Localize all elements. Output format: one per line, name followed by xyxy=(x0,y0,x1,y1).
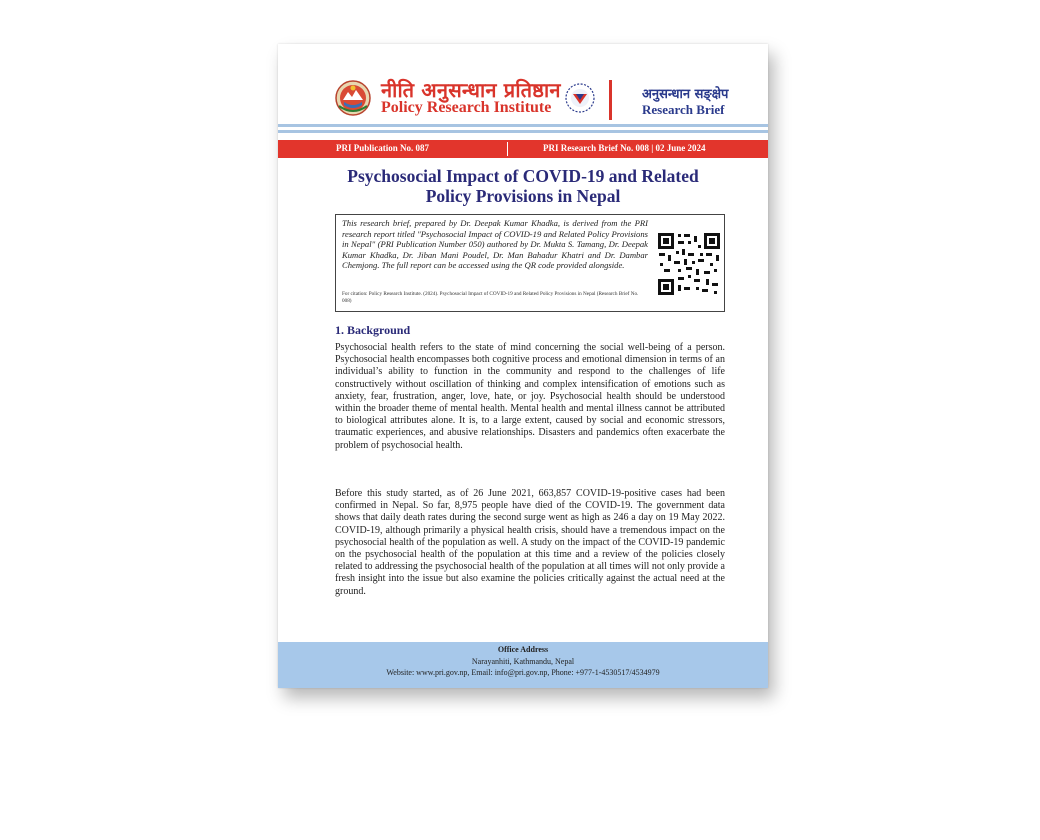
qr-code-icon[interactable] xyxy=(656,231,722,297)
document-title xyxy=(308,166,738,206)
footer-heading: Office Address xyxy=(497,645,549,654)
section-heading: 1. Background xyxy=(335,323,411,337)
citation-text: For citation: Policy Research Institute. (2024). Psychosocial Impact of COVID-19 and Related Policy Provisions in Nepal (Research Brief No. 008) xyxy=(342,291,639,304)
title-line-1: Psychosocial Impact of COVID-19 and Related xyxy=(347,166,699,186)
research-brief-page xyxy=(278,44,768,688)
title-line-2: Policy Provisions in Nepal xyxy=(425,186,621,206)
background-paragraph-2: Before this study started, as of 26 June 2021, 663,857 COVID-19-positive cases had been confirmed in Nepal. So far, 8,975 people have died of the COVID-19. The government data shows that daily death rates during the second surge went as high as 246 a day on 19 May 2022. COVID-19, although primarily a physical health crisis, should have a tremendous impact on the psychosocial health of the population as well. A study on the impact of the COVID-19 pandemic on the psychosocial health of the population at this time and a review of the policies closely related to addressing the psychosocial health of the population at all times will not only provide a fresh insight into the issue but also examine the policies critically against the actual need at the ground. xyxy=(335,488,725,597)
org-name-nepali: नीति अनुसन्धान प्रतिष्ठान xyxy=(381,78,561,102)
brief-header xyxy=(278,44,768,124)
brief-type-english: Research Brief xyxy=(642,102,725,117)
publication-number: PRI Publication No. 087 xyxy=(336,143,430,153)
org-name-english: Policy Research Institute xyxy=(381,99,552,116)
footer-contact: Website: www.pri.gov.np, Email: info@pri.gov.np, Phone: +977-1-4530517/4534979 xyxy=(386,668,660,677)
header-divider xyxy=(609,80,612,120)
brief-type-nepali: अनुसन्धान सङ्क्षेप xyxy=(642,87,729,102)
footer-address: Narayanhiti, Kathmandu, Nepal xyxy=(471,657,575,666)
pri-logo-icon xyxy=(564,82,596,114)
nepal-emblem-icon xyxy=(335,80,371,116)
header-stripe xyxy=(278,130,768,133)
publication-bar xyxy=(278,140,768,158)
background-paragraph-1: Psychosocial health refers to the state of mind concerning the social well-being of a person. Psychosocial health encompasses both cognitive process and emotional dimension in terms of an individual’s ability to function in the community and respond to the challenges of life constructively without oscillation of thinking and complex intensification of emotions such as anxiety, fear, frustration, anger, love, hate, or joy. Psychosocial health should be understood within the broader theme of mental health. Mental health and mental illness cannot be attributed to biological attributes alone. It is, to a large extent, caused by social and economic stressors, traumatic experiences, and abusive relationships. Disasters and pandemics often exacerbate the problem of psychosocial health. xyxy=(335,342,725,451)
info-box-text: This research brief, prepared by Dr. Deepak Kumar Khadka, is derived from the PRI research report titled "Psychosocial Impact of COVID-19 and Related Policy Provisions in Nepal" (PRI Publication Number 050) authored by Dr. Mukta S. Tamang, Dr. Deepak Kumar Khadka, Dr. Jiban Mani Poudel, Dr. Man Bahadur Khatri and Dr. Dambar Chemjong. The full report can be accessed using the QR code provided alongside. xyxy=(342,218,648,271)
footer xyxy=(278,642,768,688)
info-box xyxy=(335,214,725,312)
publication-bar-divider xyxy=(507,142,508,156)
header-stripe xyxy=(278,124,768,127)
brief-number-date: PRI Research Brief No. 008 | 02 June 2024 xyxy=(543,143,706,153)
